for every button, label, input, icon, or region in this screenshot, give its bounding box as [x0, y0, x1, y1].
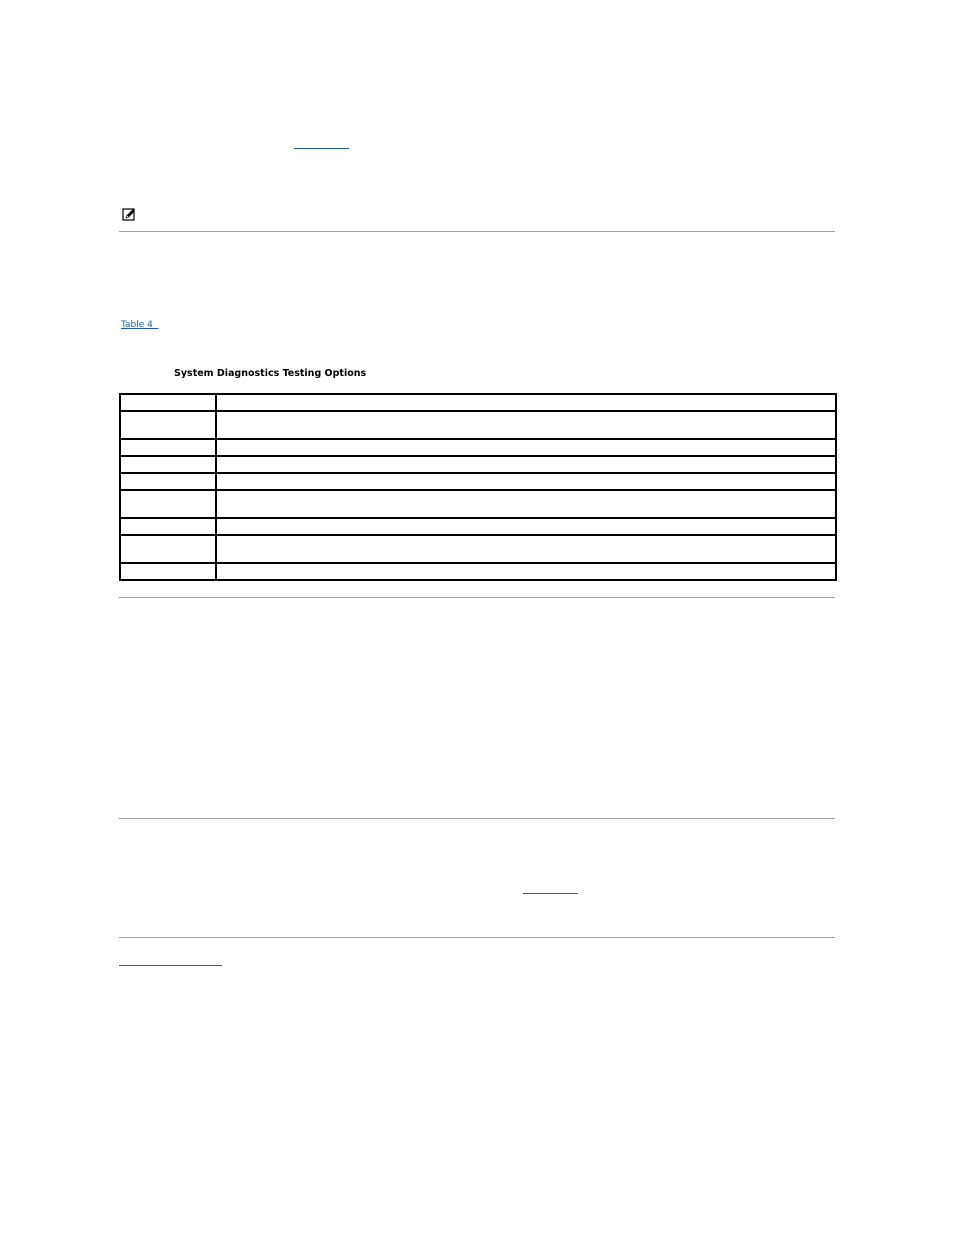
- table-row: [120, 490, 836, 518]
- middle-link[interactable]: [523, 893, 578, 894]
- option-cell: [120, 518, 216, 535]
- table-row: [120, 473, 836, 490]
- divider-3: [119, 818, 835, 819]
- table-row: [120, 535, 836, 563]
- option-cell: [120, 563, 216, 580]
- table-4-link[interactable]: Table 4: [121, 320, 159, 330]
- bottom-link[interactable]: [119, 965, 222, 966]
- divider-1: [119, 231, 835, 232]
- table-row: [120, 439, 836, 456]
- option-cell: [120, 456, 216, 473]
- top-link[interactable]: [294, 148, 349, 149]
- option-cell: [120, 535, 216, 563]
- table-row: [120, 411, 836, 439]
- table-row: [120, 563, 836, 580]
- table-caption: System Diagnostics Testing Options: [174, 368, 367, 379]
- function-cell: [216, 563, 836, 580]
- divider-2: [119, 597, 835, 598]
- function-cell: [216, 535, 836, 563]
- function-cell: [216, 456, 836, 473]
- function-cell: [216, 473, 836, 490]
- option-cell: [120, 439, 216, 456]
- function-cell: [216, 411, 836, 439]
- divider-4: [119, 937, 835, 938]
- table-row: [120, 394, 836, 411]
- diagnostics-options-table: [119, 393, 837, 581]
- option-cell: [120, 490, 216, 518]
- option-cell: [120, 394, 216, 411]
- function-cell: [216, 439, 836, 456]
- note-pencil-icon: [122, 208, 136, 222]
- function-cell: [216, 518, 836, 535]
- option-cell: [120, 411, 216, 439]
- function-cell: [216, 490, 836, 518]
- option-cell: [120, 473, 216, 490]
- table-row: [120, 518, 836, 535]
- function-cell: [216, 394, 836, 411]
- table-row: [120, 456, 836, 473]
